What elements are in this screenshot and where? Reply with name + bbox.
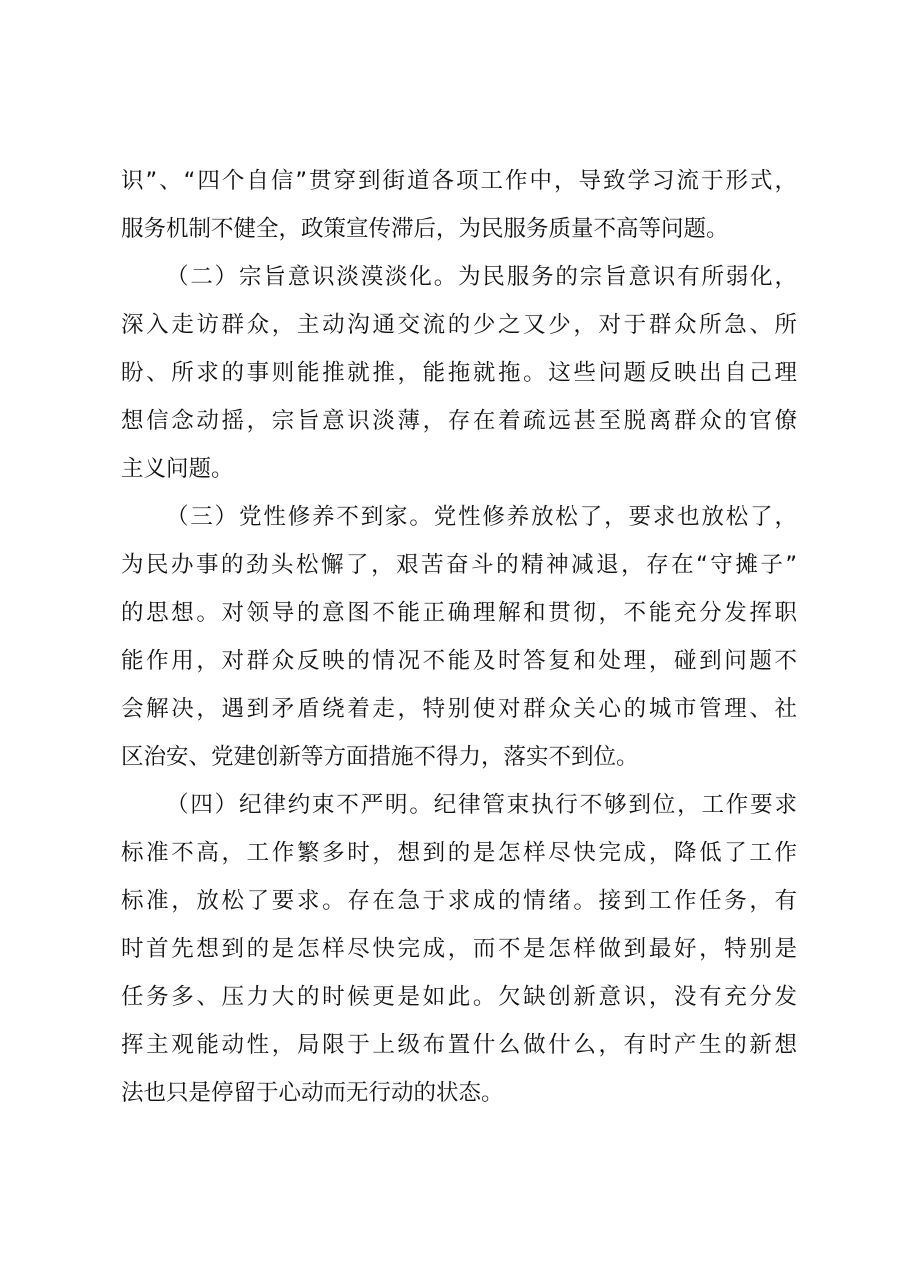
paragraph-section-2: [121, 253, 797, 493]
paragraph-section-3: [121, 493, 797, 781]
text-line: 的思想。对领导的意图不能正确理解和贯彻，不能充分发挥职: [121, 600, 797, 626]
text-line: 想信念动摇，宗旨意识淡薄，存在着疏远甚至脱离群众的官僚: [121, 408, 797, 434]
text-line: （三）党性修养不到家。党性修养放松了，要求也放松了，: [166, 504, 797, 530]
text-line: 服务机制不健全，政策宣传滞后，为民服务质量不高等问题。: [121, 216, 729, 242]
text-line: 标准，放松了要求。存在急于求成的情绪。接到工作任务，有: [121, 888, 797, 914]
text-line: 时首先想到的是怎样尽快完成，而不是怎样做到最好，特别是: [121, 936, 797, 962]
text-line: 主义问题。: [121, 456, 234, 482]
text-line: 任务多、压力大的时候更是如此。欠缺创新意识，没有充分发: [121, 984, 797, 1010]
paragraph-section-4: [121, 781, 797, 1117]
text-line: 法也只是停留于心动而无行动的状态。: [121, 1080, 504, 1106]
text-line: 识”、“四个自信”贯穿到街道各项工作中，导致学习流于形式，: [121, 168, 797, 194]
document-body: [121, 157, 797, 1117]
paragraph-continuation: [121, 157, 797, 253]
text-line: 挥主观能动性，局限于上级布置什么做什么，有时产生的新想: [121, 1032, 797, 1058]
text-line: （二）宗旨意识淡漠淡化。为民服务的宗旨意识有所弱化，: [166, 264, 797, 290]
text-line: 为民办事的劲头松懈了，艰苦奋斗的精神减退，存在“守摊子”: [121, 552, 797, 578]
text-line: 区治安、党建创新等方面措施不得力，落实不到位。: [121, 744, 639, 770]
text-line: 盼、所求的事则能推就推，能拖就拖。这些问题反映出自己理: [121, 360, 797, 386]
text-line: 能作用，对群众反映的情况不能及时答复和处理，碰到问题不: [121, 648, 797, 674]
text-line: （四）纪律约束不严明。纪律管束执行不够到位，工作要求: [166, 792, 797, 818]
text-line: 深入走访群众，主动沟通交流的少之又少，对于群众所急、所: [121, 312, 797, 338]
text-line: 会解决，遇到矛盾绕着走，特别使对群众关心的城市管理、社: [121, 696, 797, 722]
text-line: 标准不高，工作繁多时，想到的是怎样尽快完成，降低了工作: [121, 840, 797, 866]
